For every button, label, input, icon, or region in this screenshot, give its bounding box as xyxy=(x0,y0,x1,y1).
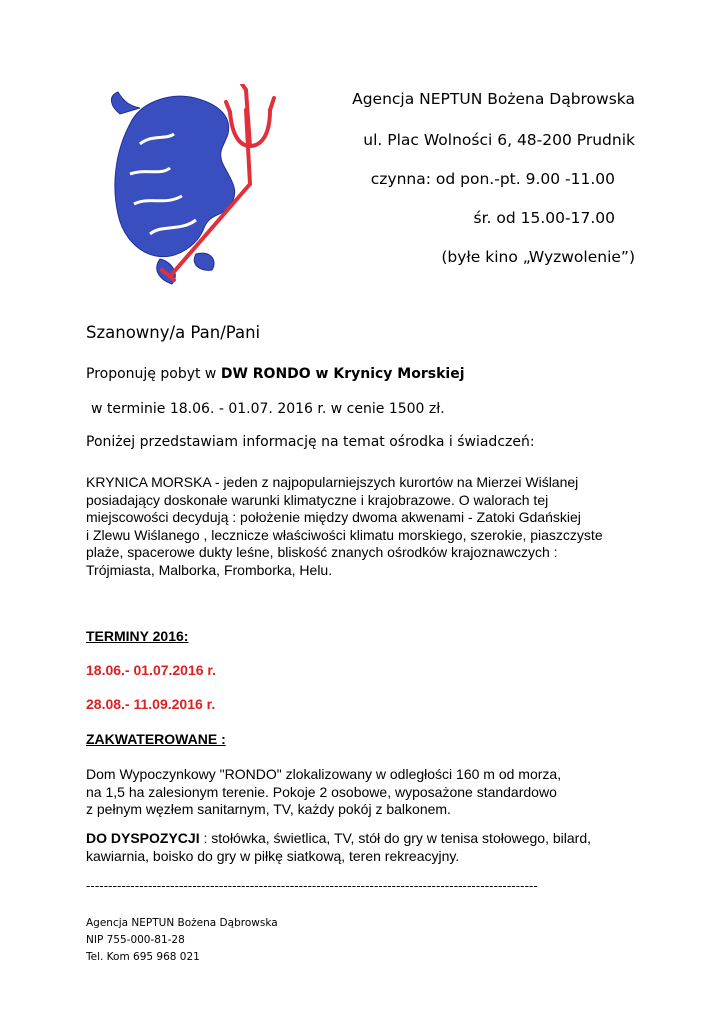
header-hours-wednesday: śr. od 15.00-17.00 xyxy=(473,209,615,227)
header-address: ul. Plac Wolności 6, 48-200 Prudnik xyxy=(363,131,635,149)
description xyxy=(86,474,603,579)
offer-line xyxy=(86,366,465,382)
term-date: 18.06.- 01.07.2016 r. xyxy=(86,662,216,678)
description-line: Trójmiasta, Malborka, Fromborka, Helu. xyxy=(86,561,333,578)
accommodation-heading: ZAKWATEROWANE : xyxy=(86,731,226,747)
facilities-label: DO DYSPOZYCJI xyxy=(86,830,200,846)
intro-line: Poniżej przedstawiam informację na temat ośrodka i świadczeń: xyxy=(86,434,535,450)
description-line: plaże, spacerowe dukty leśne, bliskość znanych ośrodków krajoznawczych : xyxy=(86,544,558,560)
term-date: 28.08.- 11.09.2016 r. xyxy=(86,696,216,712)
accommodation xyxy=(86,766,561,819)
accommodation-line: Dom Wypoczynkowy "RONDO" zlokalizowany w odległości 160 m od morza, xyxy=(86,766,562,782)
description-line: posiadający doskonałe warunki klimatyczne i krajobrazowe. O walorach tej xyxy=(86,491,549,508)
term-line: w terminie 18.06. - 01.07. 2016 r. w cenie 1500 zł. xyxy=(91,401,445,417)
offer-place: DW RONDO w Krynicy Morskiej xyxy=(220,366,465,382)
description-line: KRYNICA MORSKA - jeden z najpopularniejszych kurortów na Mierzei Wiślanej xyxy=(86,474,579,490)
footer-nip: NIP 755-000-81-28 xyxy=(86,934,185,946)
facilities xyxy=(86,830,591,865)
header-agency: Agencja NEPTUN Bożena Dąbrowska xyxy=(352,90,635,108)
separator: ------------------------------------------------------------------------------------------------------ xyxy=(86,879,538,893)
description-line: miejscowości decydują : położenie między dwoma akwenami - Zatoki Gdańskiej xyxy=(86,509,581,525)
accommodation-line: na 1,5 ha zalesionym terenie. Pokoje 2 osobowe, wyposażone standardowo xyxy=(86,783,557,800)
facilities-list-cont: kawiarnia, boisko do gry w piłkę siatkową, teren rekreacyjny. xyxy=(86,847,460,864)
header-hours: czynna: od pon.-pt. 9.00 -11.00 xyxy=(370,170,615,188)
greeting: Szanowny/a Pan/Pani xyxy=(86,323,261,342)
description-line: i Zlewu Wiślanego , lecznicze właściwości klimatu morskiego, szerokie, piaszczyste xyxy=(86,526,603,543)
header-place: (byłe kino „Wyzwolenie”) xyxy=(441,248,635,266)
facilities-list: : stołówka, świetlica, TV, stół do gry w tenisa stołowego, bilard, xyxy=(199,830,591,846)
terms-heading: TERMINY 2016: xyxy=(86,628,189,644)
accommodation-line: z pełnym węzłem sanitarnym, TV, każdy pokój z balkonem. xyxy=(86,801,451,817)
offer-prefix: Proponuję pobyt w xyxy=(86,366,221,382)
footer xyxy=(86,915,278,966)
footer-phone: Tel. Kom 695 968 021 xyxy=(86,951,200,963)
footer-agency: Agencja NEPTUN Bożena Dąbrowska xyxy=(86,917,278,929)
neptune-logo-icon xyxy=(100,84,300,289)
